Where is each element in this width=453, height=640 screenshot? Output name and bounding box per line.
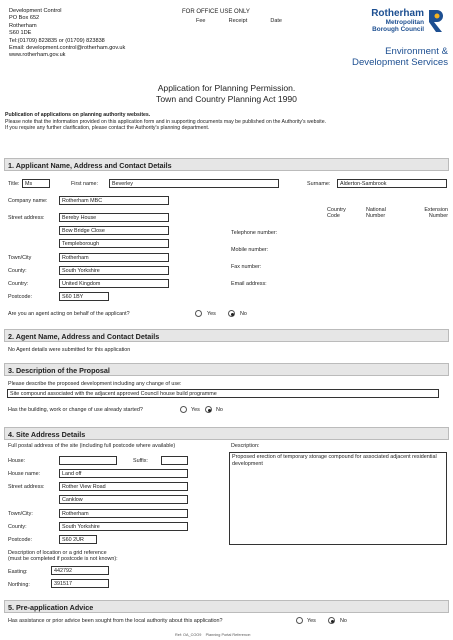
grid-ref-line-2: (must be completed if postcode is not known): (8, 556, 118, 562)
publication-notice (5, 112, 445, 132)
country-field[interactable]: United Kingdom (59, 279, 169, 288)
company-name-label: Company name: (8, 198, 48, 204)
site-description-field[interactable]: Proposed erection of temporary storage compound for associated adjacent residential development (229, 452, 447, 545)
address-line: Tel:(01709) 823835 or (01709) 823838 (9, 37, 105, 44)
street-line-1-field[interactable]: Bereby House (59, 213, 169, 222)
section-1-header (4, 158, 449, 171)
surname-field[interactable]: Alderton-Sambrook (337, 179, 447, 188)
county-field[interactable]: South Yorkshire (59, 266, 169, 275)
office-fee-label: Fee (196, 18, 206, 24)
company-name-field[interactable]: Rotherham MBC (59, 196, 169, 205)
site-description-label: Description: (231, 443, 260, 449)
started-no-label: No (216, 407, 223, 413)
office-use-heading: FOR OFFICE USE ONLY (182, 9, 250, 15)
agent-yes-label: Yes (207, 311, 216, 317)
site-town-field[interactable]: Rotherham (59, 509, 188, 518)
title-field[interactable]: Ms (22, 179, 50, 188)
section-2-header (4, 329, 449, 342)
address-line: S60 1DE (9, 30, 32, 37)
agent-no-label: No (240, 311, 247, 317)
council-r-logo-icon (428, 9, 444, 33)
office-use-block (182, 9, 292, 24)
proposal-prompt: Please describe the proposed development including any change of use: (8, 381, 182, 387)
started-no-radio[interactable] (205, 406, 212, 413)
town-city-label: Town/City (8, 255, 32, 261)
no-agent-text: No Agent details were submitted for this application (8, 347, 131, 353)
pre-app-question: Has assistance or prior advice been sought from the local authority about this application? (8, 618, 223, 624)
started-question: Has the building, work or change of use already started? (8, 407, 143, 413)
town-city-field[interactable]: Rotherham (59, 253, 169, 262)
street-line-2-field[interactable]: Bow Bridge Close (59, 226, 169, 235)
address-line: Email: development.control@rotherham.gov.uk (9, 45, 126, 52)
section-4-header (4, 427, 449, 440)
section-4-title: 4. Site Address Details (8, 430, 86, 439)
country-code-label: Country Code (327, 207, 346, 220)
site-postcode-label: Postcode: (8, 537, 32, 543)
surname-label: Surname: (307, 181, 331, 187)
notice-line-2: If you require any further clarification, please contact the Authority's planning department. (5, 125, 210, 132)
section-5-header (4, 600, 449, 613)
easting-label: Easting: (8, 569, 28, 575)
section-3-title: 3. Description of the Proposal (8, 366, 110, 375)
pre-app-no-label: No (340, 618, 347, 624)
agent-no-radio[interactable] (228, 310, 235, 317)
footer-ref: Ref: OA_COO9 (175, 633, 202, 637)
address-line: www.rotherham.gov.uk (9, 52, 66, 59)
section-5-title: 5. Pre-application Advice (8, 603, 94, 612)
suffix-label: Suffix: (133, 458, 148, 464)
site-street-line-1-field[interactable]: Rother View Road (59, 482, 188, 491)
postcode-label: Postcode: (8, 294, 32, 300)
logo-metropolitan: Metropolitan (385, 19, 424, 26)
logo-rotherham: Rotherham (371, 8, 424, 19)
page-title (100, 83, 353, 104)
address-line: Rotherham (9, 22, 37, 29)
site-county-label: County: (8, 524, 27, 530)
title-line-1: Application for Planning Permission. (157, 83, 296, 93)
street-address-label: Street address: (8, 215, 45, 221)
pre-app-yes-radio[interactable] (296, 617, 303, 624)
mobile-label: Mobile number: (231, 247, 269, 253)
easting-field[interactable]: 442792 (51, 566, 109, 575)
agent-yes-radio[interactable] (195, 310, 202, 317)
notice-heading: Publication of applications on planning authority websites. (5, 112, 151, 118)
house-name-field[interactable]: Land off (59, 469, 188, 478)
dev-services-line: Development Services (352, 56, 448, 68)
started-yes-radio[interactable] (180, 406, 187, 413)
page-footer (175, 633, 305, 637)
site-street-line-2-field[interactable]: Canklow (59, 495, 188, 504)
first-name-label: First name: (71, 181, 98, 187)
notice-line-1: Please note that the information provided on this application form and in supporting documents may be published on the Authority's website. (5, 118, 327, 125)
telephone-label: Telephone number: (231, 230, 278, 236)
first-name-field[interactable]: Beverley (109, 179, 279, 188)
pre-app-yes-label: Yes (307, 618, 316, 624)
env-dev-services (342, 47, 448, 68)
email-label: Email address: (231, 281, 267, 287)
office-date-label: Date (270, 18, 282, 24)
northing-label: Northing: (8, 582, 30, 588)
postcode-field[interactable]: S60 1BY (59, 292, 109, 301)
section-3-header (4, 363, 449, 376)
title-label: Title: (8, 181, 20, 187)
site-postcode-field[interactable]: S60 2UR (59, 535, 97, 544)
suffix-field[interactable] (161, 456, 188, 465)
site-address-intro: Full postal address of the site (including full postcode where available) (8, 443, 176, 449)
site-town-label: Town/City: (8, 511, 33, 517)
country-label: Country: (8, 281, 29, 287)
title-line-2: Town and Country Planning Act 1990 (156, 93, 297, 104)
extension-number-label: Extension Number (424, 207, 448, 220)
national-number-label: National Number (366, 207, 386, 220)
office-receipt-label: Receipt (228, 18, 248, 24)
fax-label: Fax number: (231, 264, 262, 270)
council-address-block (9, 8, 159, 60)
county-label: County: (8, 268, 27, 274)
footer-portal: Planning Portal Reference: (205, 633, 252, 637)
address-line: Development Control (9, 8, 62, 14)
pre-app-no-radio[interactable] (328, 617, 335, 624)
section-2-title: 2. Agent Name, Address and Contact Details (8, 332, 160, 341)
env-line: Environment & (385, 46, 448, 57)
street-line-3-field[interactable]: Templeborough (59, 239, 169, 248)
section-1-title: 1. Applicant Name, Address and Contact Details (8, 161, 172, 170)
house-label: House: (8, 458, 26, 464)
started-yes-label: Yes (191, 407, 200, 413)
agent-question: Are you an agent acting on behalf of the applicant? (8, 311, 130, 317)
site-county-field[interactable]: South Yorkshire (59, 522, 188, 531)
site-street-label: Street address: (8, 484, 45, 490)
house-name-label: House name: (8, 471, 41, 477)
house-field[interactable] (59, 456, 117, 465)
logo-borough: Borough Council (372, 26, 424, 34)
address-line: PO Box 652 (9, 15, 40, 22)
grid-ref-line-1: Description of location or a grid reference (8, 550, 107, 556)
northing-field[interactable]: 391517 (51, 579, 109, 588)
proposal-description-field[interactable]: Site compound associated with the adjacent approved Council house build programme (7, 389, 439, 398)
